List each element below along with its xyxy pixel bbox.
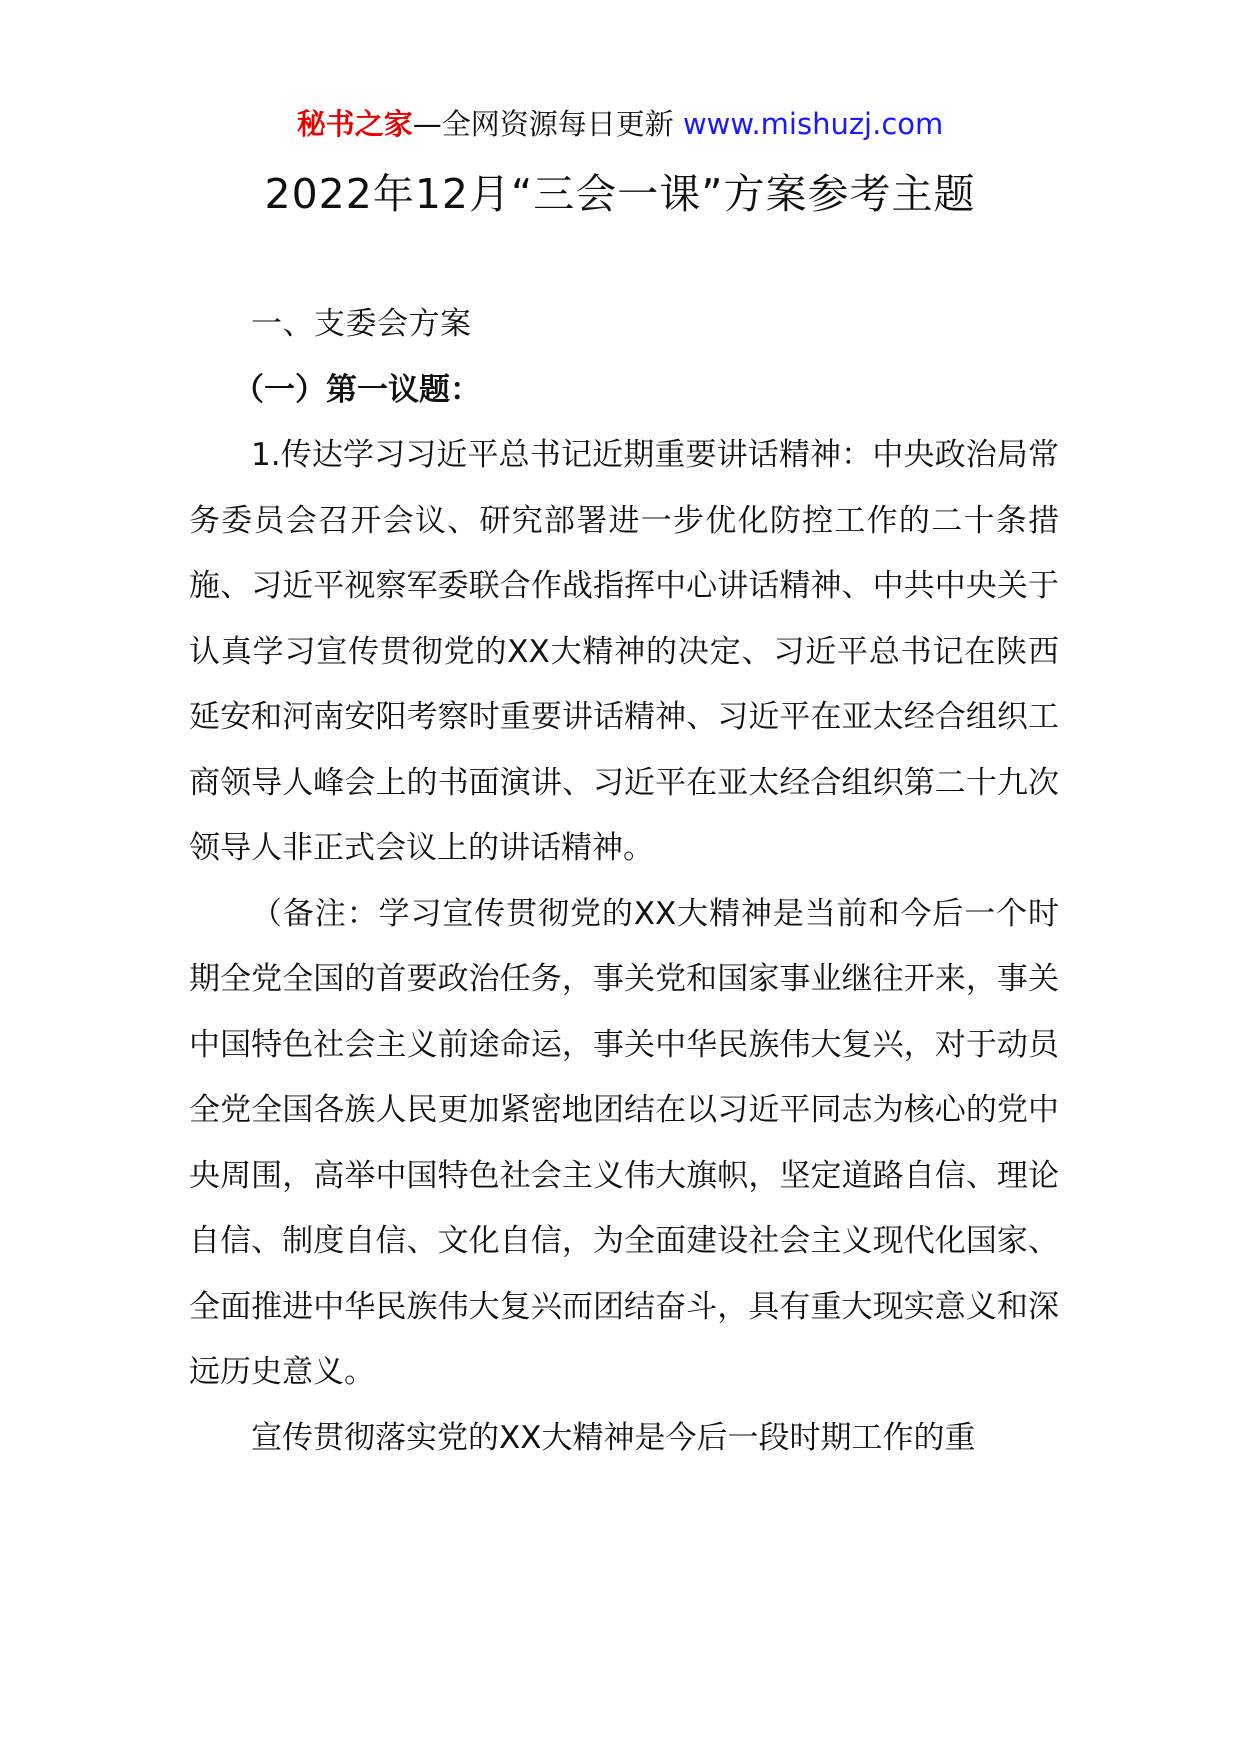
watermark-url: www.mishuzj.com bbox=[682, 107, 944, 141]
document-body bbox=[189, 292, 1059, 1471]
watermark-banner bbox=[0, 104, 1240, 144]
watermark-brand: 秘书之家 bbox=[296, 107, 413, 141]
watermark-slogan: —全网资源每日更新 bbox=[412, 107, 674, 141]
subsection-heading: （一）第一议题： bbox=[233, 371, 481, 408]
paragraph: （备注：学习宣传贯彻党的XX大精神是当前和今后一个时期全党全国的首要政治任务，事关党和国家事业继往开来，事关中国特色社会主义前途命运，事关中华民族伟大复兴，对于动员全党全国各族人民更加紧密地团结在以习近平同志为核心的党中央周围，高举中国特色社会主义伟大旗帜，坚定道路自信、理论自信、制度自信、文化自信，为全面建设社会主义现代化国家、全面推进中华民族伟大复兴而团结奋斗，具有重大现实意义和深远历史意义。 bbox=[189, 895, 1059, 1390]
section-heading: 一、支委会方案 bbox=[251, 306, 472, 342]
document-title: 2022年12月“三会一课”方案参考主题 bbox=[264, 170, 976, 218]
paragraph: 宣传贯彻落实党的XX大精神是今后一段时期工作的重 bbox=[251, 1419, 976, 1456]
paragraph: 1.传达学习习近平总书记近期重要讲话精神：中央政治局常务委员会召开会议、研究部署进一步优化防控工作的二十条措施、习近平视察军委联合作战指挥中心讲话精神、中共中央关于认真学习宣传贯彻党的XX大精神的决定、习近平总书记在陕西延安和河南安阳考察时重要讲话精神、习近平在亚太经合组织工商领导人峰会上的书面演讲、习近平在亚太经合组织第二十九次领导人非正式会议上的讲话精神。 bbox=[189, 437, 1059, 866]
